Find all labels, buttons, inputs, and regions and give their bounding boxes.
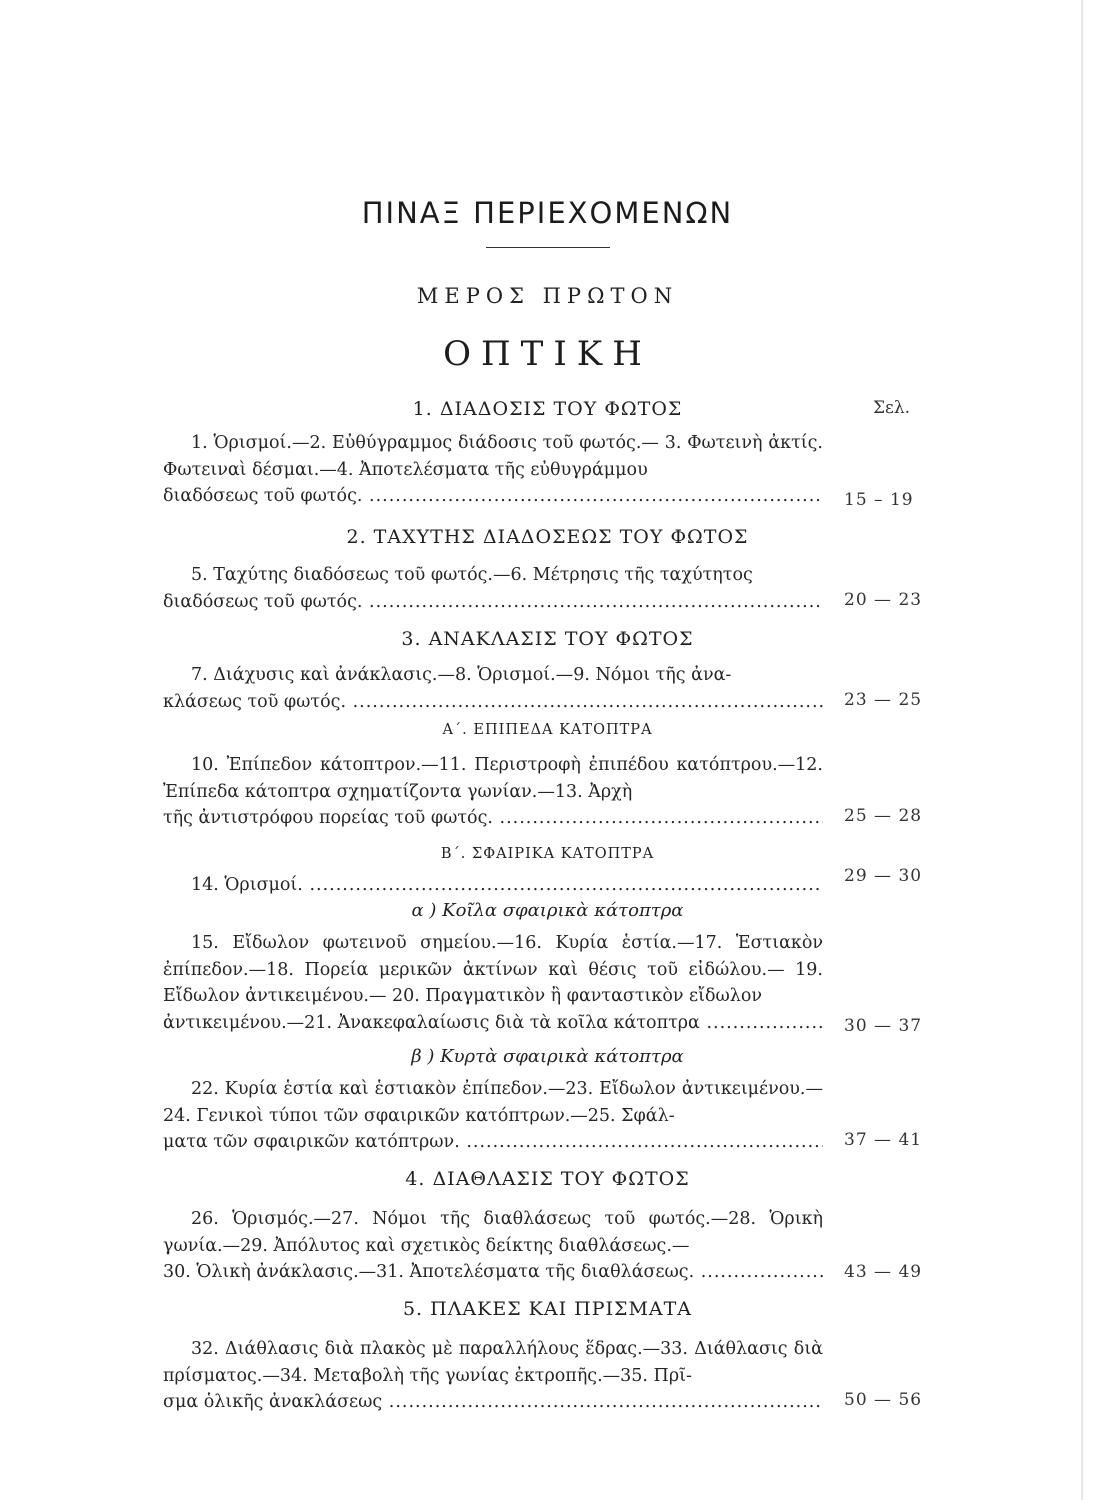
subheading-spherical-mirrors: Β΄. ΣΦΑΙΡΙΚΑ ΚΑΤΟΠΤΡΑ	[440, 846, 655, 862]
entry-last-line: 30. Ὁλικὴ ἀνάκλασις.—31. Ἀποτελέσματα τῆς διαθλάσεως. .....	[163, 1259, 823, 1286]
entry-body: 32. Διάθλασις διὰ πλακὸς μὲ παραλλήλους ἕδρας.—33. Διάθλασις διὰ πρίσματος.—34. Μεταβολὴ τῆς γωνίας ἐκτροπῆς.—35. Πρῖ-	[163, 1339, 823, 1386]
entry-pages-9: 50 — 56	[844, 1390, 923, 1410]
entry-pages-7: 37 — 41	[844, 1130, 923, 1150]
entry-last-line: τῆς ἀντιστρόφου πορείας τοῦ φωτός. .....	[163, 805, 823, 832]
entry-last-line: κλάσεως τοῦ φωτός. .....	[163, 689, 823, 716]
entry-pages-3: 23 — 25	[844, 690, 923, 710]
entry-pages-6: 30 — 37	[844, 1016, 923, 1036]
entry-body: 1. Ὁρισμοί.—2. Εὐθύγραμμος διάδοσις τοῦ φωτός.— 3. Φωτεινὴ ἀκτίς. Φωτειναὶ δέσμαι.—4. Ἀποτελέσματα τῆς εὐθυγράμμου	[163, 433, 823, 480]
entry-last-line: ἀντικειμένου.—21. Ἀνακεφαλαίωσις διὰ τὰ κοῖλα κάτοπτρα .....	[163, 1010, 823, 1037]
entry-pages-2: 20 — 23	[844, 590, 923, 610]
toc-entry-5	[163, 872, 823, 899]
pages-column-label: Σελ.	[873, 398, 911, 418]
entry-last-line: διαδόσεως τοῦ φωτός. .....	[163, 589, 823, 616]
entry-pages-1: 15 – 19	[844, 490, 914, 510]
toc-entry-1	[163, 430, 823, 510]
toc-entry-4	[163, 752, 823, 832]
section-heading-2: 2. ΤΑΧΥΤΗΣ ΔΙΑΔΟΣΕΩΣ ΤΟΥ ΦΩΤΟΣ	[346, 526, 749, 548]
toc-entry-3	[163, 662, 823, 715]
part-heading: ΜΕΡΟΣ ΠΡΩΤΟΝ	[416, 284, 679, 308]
entry-body: 26. Ὁρισμός.—27. Νόμοι τῆς διαθλάσεως τοῦ φωτός.—28. Ὁρικὴ γωνία.—29. Ἀπόλυτος καὶ σχετικὸς δείκτης διαθλάσεως.—	[163, 1209, 823, 1256]
toc-entry-2	[163, 562, 823, 615]
entry-body: 5. Ταχύτης διαδόσεως τοῦ φωτός.—6. Μέτρησις τῆς ταχύτητος	[191, 565, 753, 585]
entry-last-line: ματα τῶν σφαιρικῶν κατόπτρων. .....	[163, 1129, 823, 1156]
toc-entry-7	[163, 1076, 823, 1156]
subheading-concave: α ) Κοῖλα σφαιρικὰ κάτοπτρα	[411, 900, 684, 921]
entry-pages-5: 29 — 30	[844, 866, 923, 886]
section-heading-5: 5. ΠΛΑΚΕΣ ΚΑΙ ΠΡΙΣΜΑΤΑ	[402, 1298, 693, 1320]
entry-body: 10. Ἐπίπεδον κάτοπτρον.—11. Περιστροφὴ ἐπιπέδου κατόπτρου.—12. Ἐπίπεδα κάτοπτρα σχηματίζοντα γωνίαν.—13. Ἀρχὴ	[163, 755, 823, 802]
entry-body: 7. Διάχυσις καὶ ἀνάκλασις.—8. Ὁρισμοί.—9. Νόμοι τῆς ἀνα-	[191, 665, 732, 685]
page-title: ΠΙΝΑΞ ΠΕΡΙΕΧΟΜΕΝΩΝ	[361, 196, 734, 230]
section-heading-1: 1. ΔΙΑΔΟΣΙΣ ΤΟΥ ΦΩΤΟΣ	[412, 398, 683, 420]
section-heading-4: 4. ΔΙΑΘΛΑΣΙΣ ΤΟΥ ΦΩΤΟΣ	[405, 1168, 690, 1190]
subheading-flat-mirrors: Α΄. ΕΠΙΠΕΔΑ ΚΑΤΟΠΤΡΑ	[442, 722, 653, 738]
entry-pages-8: 43 — 49	[844, 1262, 923, 1282]
entry-last-line: 14. Ὁρισμοί. .....	[163, 872, 823, 899]
entry-last-line: διαδόσεως τοῦ φωτός. .....	[163, 483, 823, 510]
section-heading-3: 3. ΑΝΑΚΛΑΣΙΣ ΤΟΥ ΦΩΤΟΣ	[401, 628, 694, 650]
entry-body: 15. Εἴδωλον φωτεινοῦ σημείου.—16. Κυρία ἑστία.—17. Ἑστιακὸν ἐπίπεδον.—18. Πορεία μερικῶν ἀκτίνων καὶ θέσις τοῦ εἰδώλου.— 19. Εἴδωλον ἀντικειμένου.— 20. Πραγματικὸν ἢ φανταστικὸν εἴδωλον	[163, 933, 823, 1006]
toc-entry-8	[163, 1206, 823, 1286]
subject-heading: ΟΠΤΙΚΗ	[443, 334, 652, 374]
title-rule	[486, 247, 610, 248]
entry-body: 22. Κυρία ἑστία καὶ ἑστιακὸν ἐπίπεδον.—23. Εἴδωλον ἀντικειμένου.—24. Γενικοὶ τύποι τῶν σφαιρικῶν κατόπτρων.—25. Σφάλ-	[163, 1079, 823, 1126]
entry-pages-4: 25 — 28	[844, 806, 923, 826]
entry-last-line: σμα ὁλικῆς ἀνακλάσεως .....	[163, 1389, 823, 1416]
toc-entry-9	[163, 1336, 823, 1416]
toc-entry-6	[163, 930, 823, 1036]
subheading-convex: β ) Κυρτὰ σφαιρικὰ κάτοπτρα	[411, 1046, 684, 1067]
